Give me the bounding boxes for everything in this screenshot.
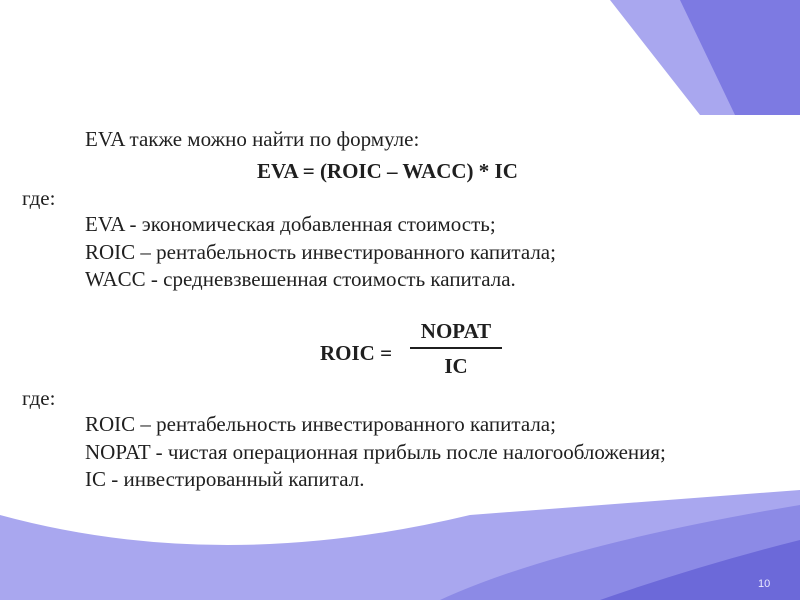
definition-roic-2: ROIC – рентабельность инвестированного капитала;: [85, 412, 556, 436]
eva-formula: EVA = (ROIC – WACC) * IC: [257, 159, 518, 183]
roic-denominator: IC: [444, 354, 468, 378]
roic-fraction: [410, 318, 502, 379]
eva-intro-text: EVA также можно найти по формуле:: [85, 127, 420, 151]
definition-nopat: NOPAT - чистая операционная прибыль после налогообложения;: [85, 440, 666, 464]
where-label-2: где:: [22, 386, 56, 410]
slide-number: 10: [758, 578, 771, 590]
roic-numerator: NOPAT: [410, 318, 502, 349]
where-label-1: где:: [22, 186, 56, 210]
roic-formula-lhs: ROIC =: [320, 341, 393, 365]
definition-wacc: WACC - средневзвешенная стоимость капитала.: [85, 267, 516, 291]
definition-eva: EVA - экономическая добавленная стоимость;: [85, 212, 496, 236]
definition-ic: IC - инвестированный капитал.: [85, 467, 365, 491]
definition-roic: ROIC – рентабельность инвестированного капитала;: [85, 240, 556, 264]
